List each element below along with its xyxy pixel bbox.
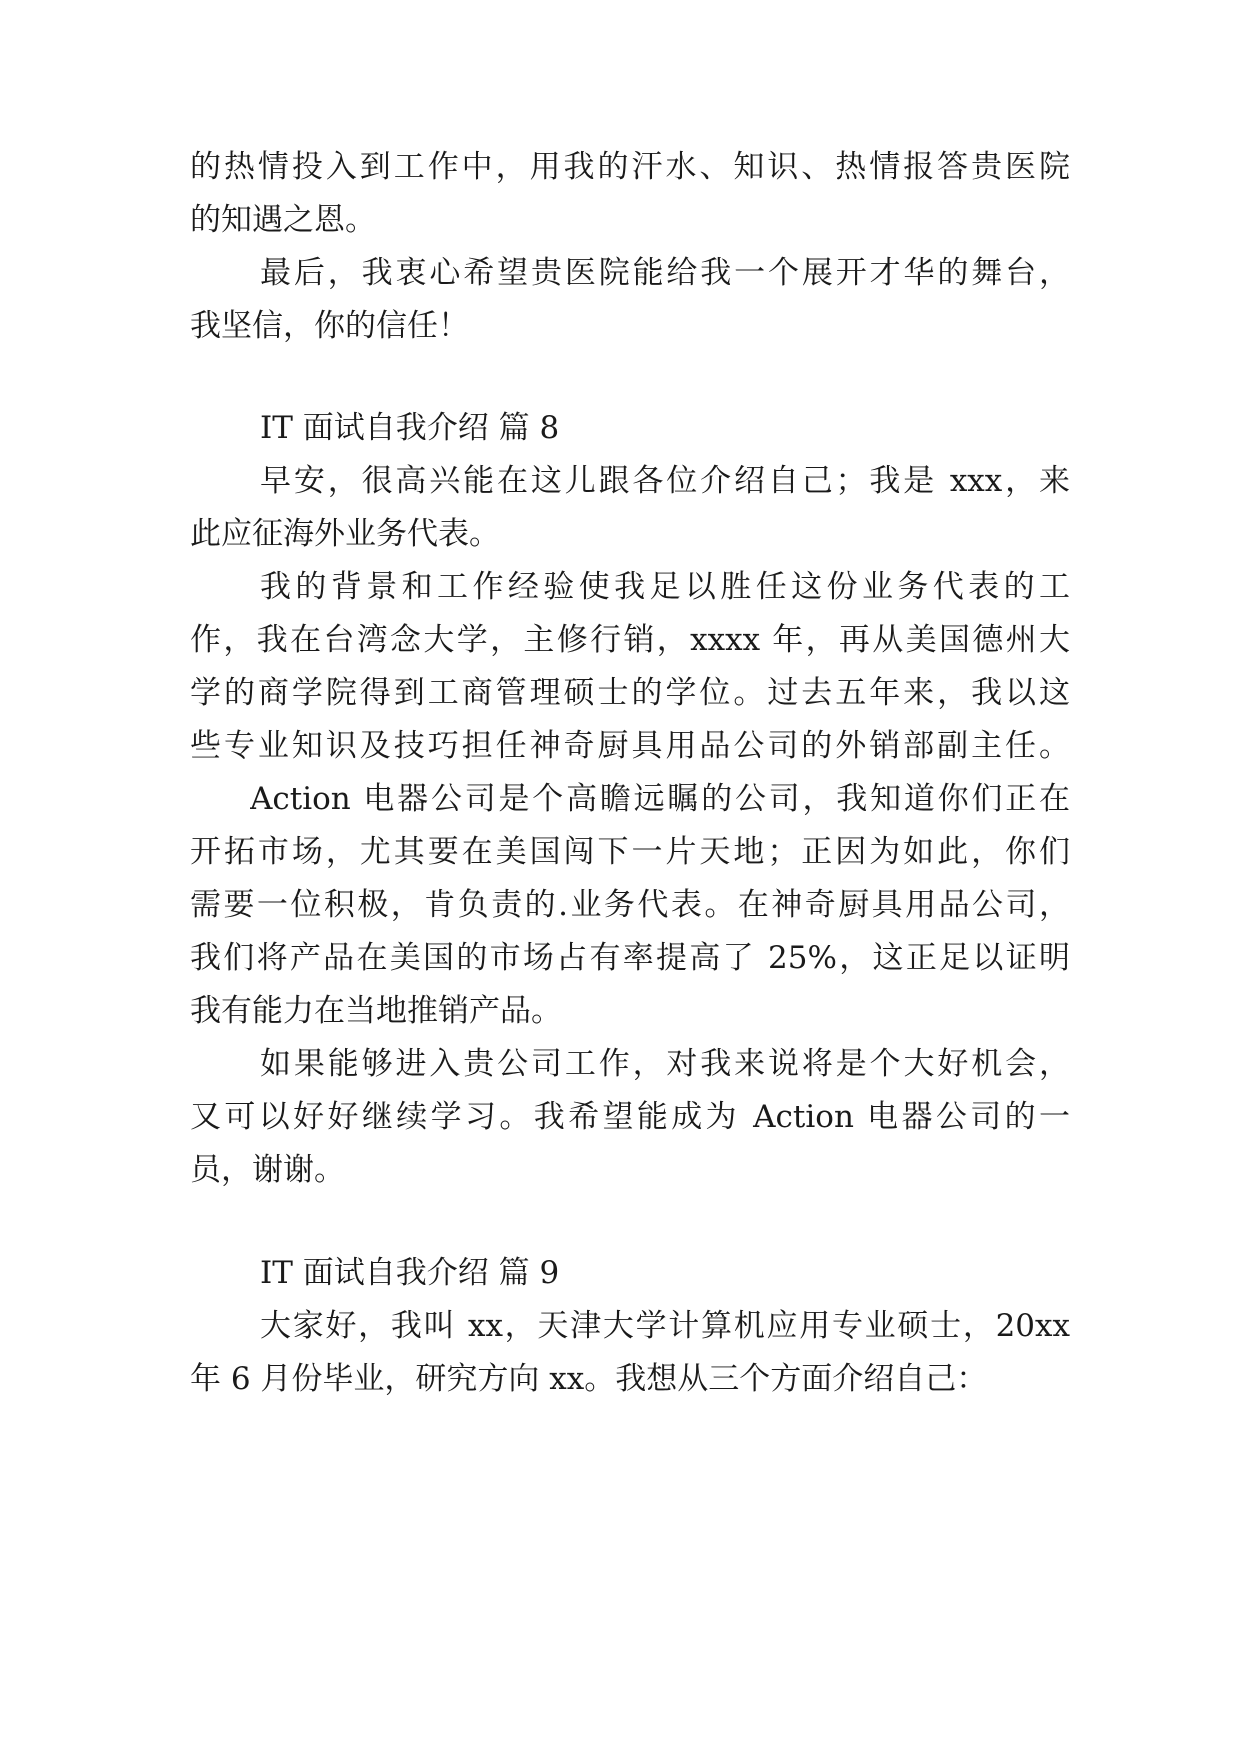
text-line: 学的商学院得到工商管理硕士的学位。过去五年来，我以这 [190, 675, 1070, 711]
text-line: 年 6 月份毕业，研究方向 xx。我想从三个方面介绍自己： [190, 1361, 988, 1397]
text-line: 又可以好好继续学习。我希望能成为 Action 电器公司的一 [190, 1099, 1070, 1135]
text-line: 些专业知识及技巧担任神奇厨具用品公司的外销部副主任。 [190, 728, 1070, 764]
text-line: 我有能力在当地推销产品。 [190, 993, 562, 1029]
text-line: 的知遇之恩。 [190, 202, 376, 238]
text-line: 此应征海外业务代表。 [190, 516, 500, 552]
text-line: 如果能够进入贵公司工作，对我来说将是个大好机会， [260, 1046, 1070, 1082]
text-line: 员，谢谢。 [190, 1152, 345, 1188]
text-line: 我们将产品在美国的市场占有率提高了 25%，这正足以证明 [190, 940, 1070, 976]
text-line: 我坚信，你的信任！ [190, 308, 469, 344]
text-line: Action 电器公司是个高瞻远瞩的公司，我知道你们正在 [250, 781, 1070, 817]
text-line: 需要一位积极，肯负责的.业务代表。在神奇厨具用品公司， [190, 887, 1070, 923]
section-heading: IT 面试自我介绍 篇 8 [260, 410, 560, 446]
text-line: 大家好，我叫 xx，天津大学计算机应用专业硕士，20xx [260, 1308, 1070, 1344]
text-line: 的热情投入到工作中，用我的汗水、知识、热情报答贵医院 [190, 149, 1070, 185]
text-line: 我的背景和工作经验使我足以胜任这份业务代表的工 [260, 569, 1070, 605]
text-line: 开拓市场，尤其要在美国闯下一片天地；正因为如此，你们 [190, 834, 1070, 870]
text-line: 早安，很高兴能在这儿跟各位介绍自己；我是 xxx，来 [260, 463, 1070, 499]
text-line: 最后，我衷心希望贵医院能给我一个展开才华的舞台， [260, 255, 1070, 291]
text-line: 作，我在台湾念大学，主修行销，xxxx 年，再从美国德州大 [190, 622, 1070, 658]
section-heading: IT 面试自我介绍 篇 9 [260, 1255, 560, 1291]
